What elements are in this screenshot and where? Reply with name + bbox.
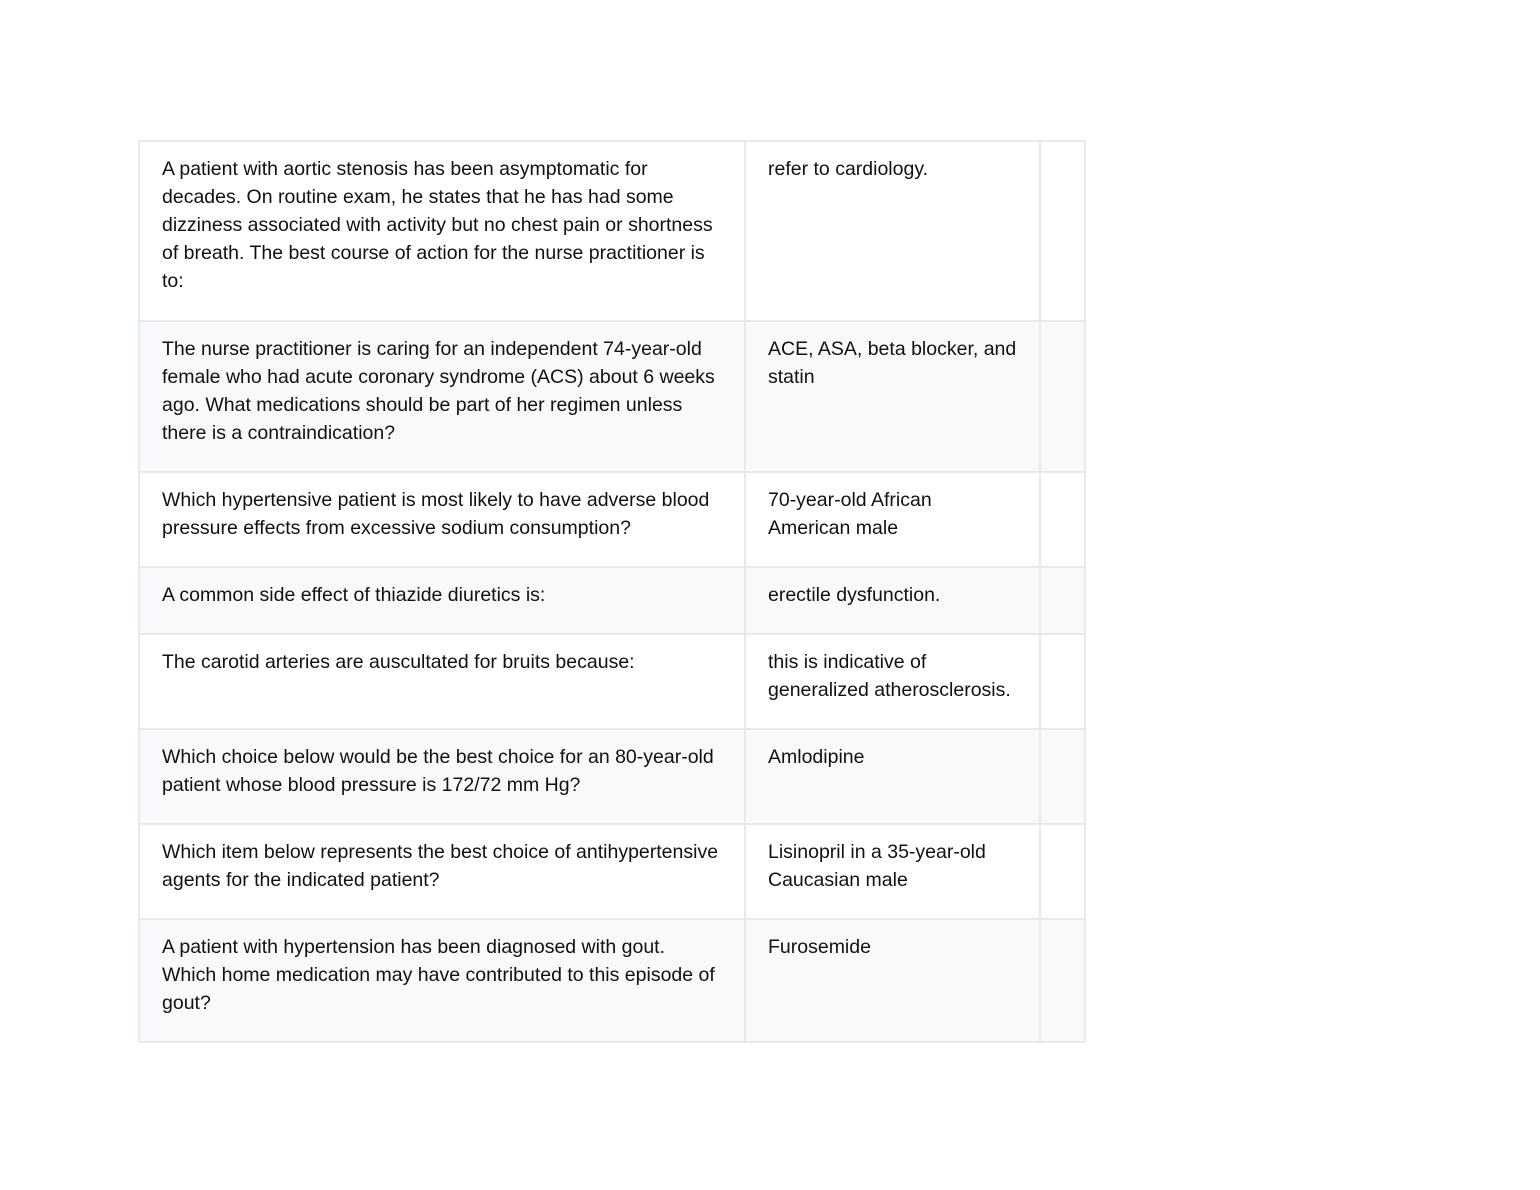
empty-cell [1040, 729, 1085, 824]
answer-cell: Lisinopril in a 35-year-old Caucasian male [745, 824, 1040, 919]
answer-cell: refer to cardiology. [745, 141, 1040, 321]
question-cell: A patient with aortic stenosis has been asymptomatic for decades. On routine exam, he states that he has had some dizziness associated with activity but no chest pain or shortness of breath. The best course of action for the nurse practitioner is to: [139, 141, 745, 321]
question-cell: Which choice below would be the best choice for an 80-year-old patient whose blood pressure is 172/72 mm Hg? [139, 729, 745, 824]
empty-cell [1040, 321, 1085, 472]
empty-cell [1040, 824, 1085, 919]
table-row [139, 919, 1085, 1042]
table-row [139, 472, 1085, 567]
answer-cell: Furosemide [745, 919, 1040, 1042]
empty-cell [1040, 634, 1085, 729]
table-row [139, 824, 1085, 919]
question-cell: Which item below represents the best choice of antihypertensive agents for the indicated patient? [139, 824, 745, 919]
answer-cell: Amlodipine [745, 729, 1040, 824]
empty-cell [1040, 567, 1085, 634]
empty-cell [1040, 919, 1085, 1042]
table-row [139, 567, 1085, 634]
empty-cell [1040, 472, 1085, 567]
answer-cell: ACE, ASA, beta blocker, and statin [745, 321, 1040, 472]
question-cell: The nurse practitioner is caring for an independent 74-year-old female who had acute coronary syndrome (ACS) about 6 weeks ago. What medications should be part of her regimen unless there is a contraindication? [139, 321, 745, 472]
empty-cell [1040, 141, 1085, 321]
question-cell: A patient with hypertension has been diagnosed with gout. Which home medication may have contributed to this episode of gout? [139, 919, 745, 1042]
table-row [139, 321, 1085, 472]
table-row [139, 141, 1085, 321]
question-cell: The carotid arteries are auscultated for bruits because: [139, 634, 745, 729]
question-cell: A common side effect of thiazide diuretics is: [139, 567, 745, 634]
flashcard-table [138, 140, 1086, 1043]
question-cell: Which hypertensive patient is most likely to have adverse blood pressure effects from excessive sodium consumption? [139, 472, 745, 567]
table-row [139, 634, 1085, 729]
answer-cell: 70-year-old African American male [745, 472, 1040, 567]
answer-cell: this is indicative of generalized atherosclerosis. [745, 634, 1040, 729]
table-row [139, 729, 1085, 824]
answer-cell: erectile dysfunction. [745, 567, 1040, 634]
